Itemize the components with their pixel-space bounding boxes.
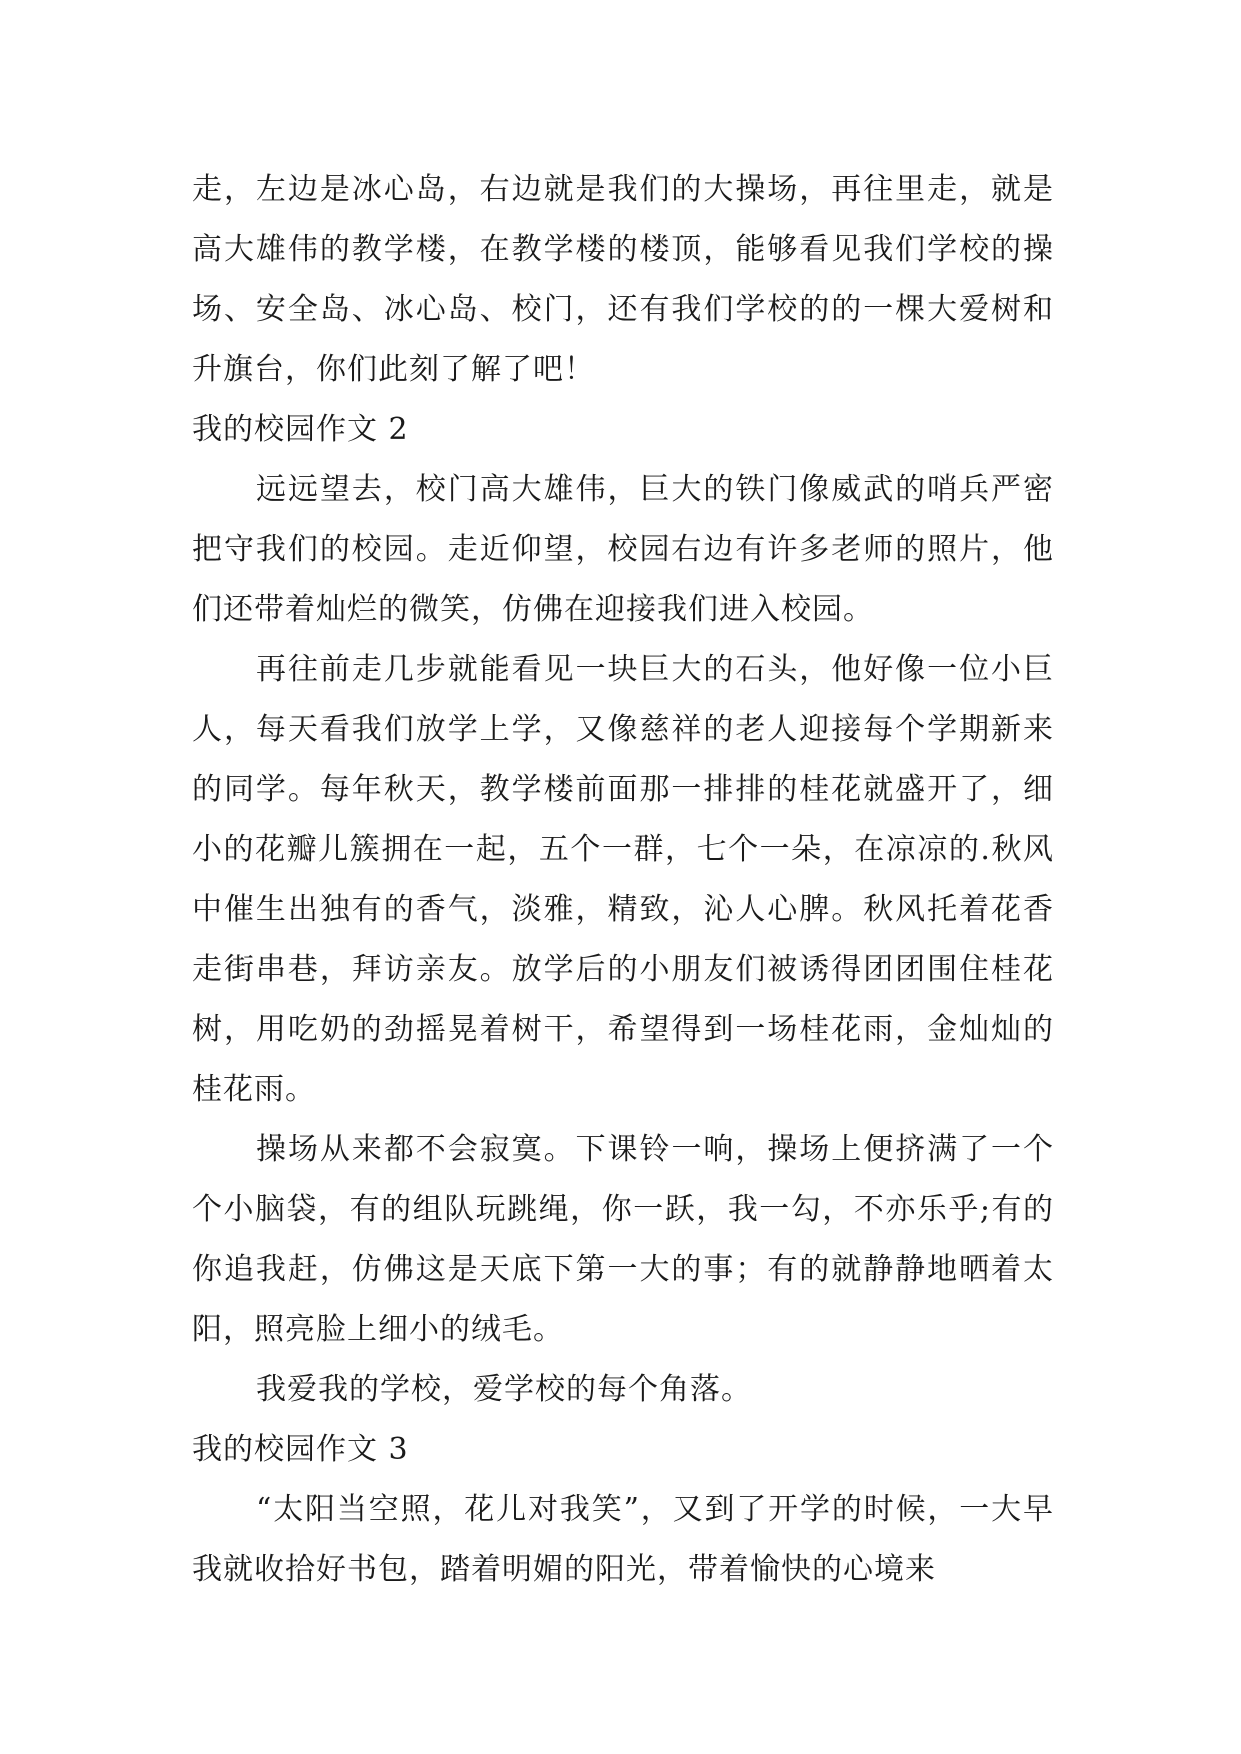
section-heading-3: 我的校园作文 3 [192,1432,409,1467]
paragraph-school-start: “太阳当空照，花儿对我笑”，又到了开学的时候，一大早我就收拾好书包，踏着明媚的阳光，带着愉快的心境来 [192,1492,1054,1587]
paragraph-osmanthus: 再往前走几步就能看见一块巨大的石头，他好像一位小巨人，每天看我们放学上学，又像慈祥的老人迎接每个学期新来的同学。每年秋天，教学楼前面那一排排的桂花就盛开了，细小的花瓣儿簇拥在一起，五个一群，七个一朵，在凉凉的.秋风中催生出独有的香气，淡雅，精致，沁人心脾。秋风托着花香走街串巷，拜访亲友。放学后的小朋友们被诱得团团围住桂花树，用吃奶的劲摇晃着树干，希望得到一场桂花雨，金灿灿的桂花雨。 [192,652,1054,1107]
paragraph-continued: 走，左边是冰心岛，右边就是我们的大操场，再往里走，就是高大雄伟的教学楼，在教学楼的楼顶，能够看见我们学校的操场、安全岛、冰心岛、校门，还有我们学校的的一棵大爱树和升旗台，你们此刻了解了吧！ [192,172,1054,387]
paragraph-school-gate: 远远望去，校门高大雄伟，巨大的铁门像威武的哨兵严密把守我们的校园。走近仰望，校园右边有许多老师的照片，他们还带着灿烂的微笑，仿佛在迎接我们进入校园。 [192,472,1054,627]
paragraph-conclusion: 我爱我的学校，爱学校的每个角落。 [256,1372,752,1407]
paragraph-playground: 操场从来都不会寂寞。下课铃一响，操场上便挤满了一个个小脑袋，有的组队玩跳绳，你一跃，我一勾，不亦乐乎;有的你追我赶，仿佛这是天底下第一大的事；有的就静静地晒着太阳，照亮脸上细小的绒毛。 [192,1132,1054,1347]
essay-body [192,160,1054,1600]
section-heading-2: 我的校园作文 2 [192,412,409,447]
